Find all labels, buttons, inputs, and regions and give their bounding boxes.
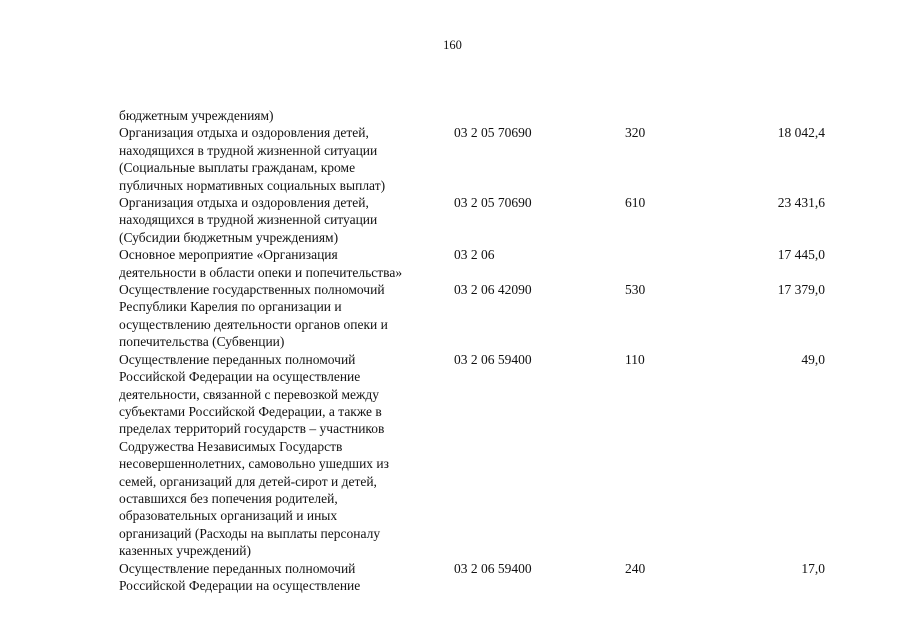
row-expense-type: 610 — [625, 195, 646, 211]
description-line: образовательных организаций и иных — [119, 508, 338, 524]
description-line: организаций (Расходы на выплаты персоналу — [119, 525, 381, 541]
row-description — [119, 351, 444, 560]
row-expense-type: 320 — [625, 125, 646, 141]
row-description — [119, 560, 444, 595]
row-description — [119, 194, 444, 246]
row-target-code: 03 2 06 59400 — [454, 560, 532, 576]
table-row — [119, 281, 829, 351]
description-line: (Субсидии бюджетным учреждениям) — [119, 229, 339, 245]
table-row — [119, 351, 829, 560]
row-amount: 18 042,4 — [777, 125, 825, 141]
row-amount: 17,0 — [801, 560, 825, 576]
row-description — [119, 107, 444, 124]
description-line: семей, организаций для детей-сирот и детей, — [119, 473, 377, 489]
row-target-code: 03 2 06 — [454, 247, 495, 263]
row-description — [119, 246, 444, 281]
description-line: Республики Карелия по организации и — [119, 299, 342, 315]
description-line: казенных учреждений) — [119, 543, 251, 559]
description-line: Осуществление переданных полномочий — [119, 351, 356, 367]
description-line: Содружества Независимых Государств — [119, 438, 343, 454]
description-line: Основное мероприятие «Организация — [119, 247, 338, 263]
row-target-code: 03 2 05 70690 — [454, 125, 532, 141]
description-line: публичных нормативных социальных выплат) — [119, 177, 386, 193]
description-line: Осуществление переданных полномочий — [119, 560, 356, 576]
table-row — [119, 560, 829, 595]
table-row — [119, 124, 829, 194]
row-amount: 49,0 — [801, 351, 825, 367]
description-line: (Социальные выплаты гражданам, кроме — [119, 160, 356, 176]
row-target-code: 03 2 06 59400 — [454, 351, 532, 367]
description-line: субъектами Российской Федерации, а также в — [119, 403, 382, 419]
description-line: бюджетным учреждениям) — [119, 108, 274, 123]
table-row — [119, 246, 829, 281]
description-line: оставшихся без попечения родителей, — [119, 490, 338, 506]
row-expense-type: 240 — [625, 560, 646, 576]
description-line: попечительства (Субвенции) — [119, 334, 285, 350]
row-expense-type: 110 — [625, 351, 645, 367]
page-number: 160 — [443, 38, 462, 52]
description-line: несовершеннолетних, самовольно ушедших из — [119, 456, 389, 472]
row-amount: 17 379,0 — [777, 282, 825, 298]
description-line: осуществлению деятельности органов опеки и — [119, 316, 388, 332]
description-line: Российской Федерации на осуществление — [119, 577, 361, 593]
row-amount: 23 431,6 — [777, 195, 825, 211]
table-row — [119, 194, 829, 246]
description-line: Осуществление государственных полномочий — [119, 282, 385, 298]
description-line: находящихся в трудной жизненной ситуации — [119, 142, 378, 158]
row-expense-type: 530 — [625, 282, 646, 298]
description-line: Российской Федерации на осуществление — [119, 369, 361, 385]
description-line: деятельности, связанной с перевозкой между — [119, 386, 379, 402]
row-description — [119, 124, 444, 194]
row-description — [119, 281, 444, 351]
description-line: пределах территорий государств – участников — [119, 421, 385, 437]
description-line: Организация отдыха и оздоровления детей, — [119, 125, 369, 141]
description-line: деятельности в области опеки и попечительства» — [119, 264, 403, 280]
row-target-code: 03 2 05 70690 — [454, 195, 532, 211]
description-line: находящихся в трудной жизненной ситуации — [119, 212, 378, 228]
budget-table — [119, 107, 829, 594]
table-row — [119, 107, 829, 124]
description-line: Организация отдыха и оздоровления детей, — [119, 195, 369, 211]
row-target-code: 03 2 06 42090 — [454, 282, 532, 298]
row-amount: 17 445,0 — [777, 247, 825, 263]
